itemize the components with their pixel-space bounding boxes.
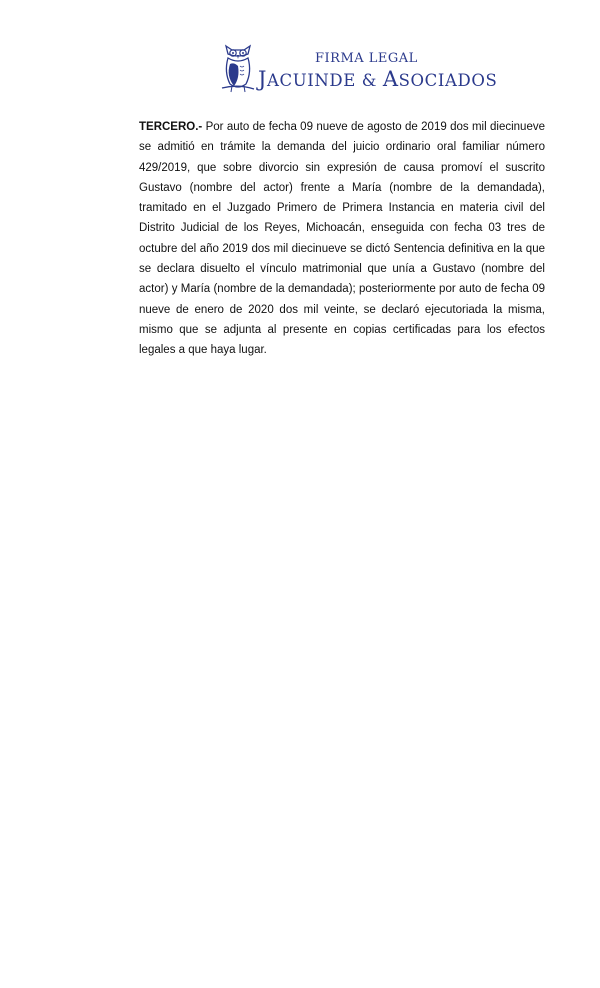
firm-name-part: ACUINDE & — [267, 71, 383, 90]
firm-name-part-2: SOCIADOS — [398, 71, 498, 90]
firm-name-initial-2: A — [382, 67, 399, 91]
firm-name — [258, 67, 497, 91]
body-paragraph — [139, 117, 545, 361]
firm-name-initial: J — [258, 67, 268, 91]
letterhead — [220, 40, 500, 100]
section-heading: TERCERO.- — [139, 121, 203, 133]
owl-icon — [220, 40, 256, 94]
paragraph-text: Por auto de fecha 09 nueve de agosto de 2019 dos mil diecinueve se admitió en trámite la demanda del juicio ordinario oral familiar número 429/2019, que sobre divorcio sin expresión de causa promoví el suscrito Gustavo (nombre del actor) frente a María (nombre de la demandada), tramitado en el Juzgado Primero de Primera Instancia en materia civil del Distrito Judicial de los Reyes, Michoacán, enseguida con fecha 03 tres de octubre del año 2019 dos mil diecinueve se dictó Sentencia definitiva en la que se declara disuelto el vínculo matrimonial que unía a Gustavo (nombre del actor) y María (nombre de la demandada); posteriormente por auto de fecha 09 nueve de enero de 2020 dos mil veinte, se declaró ejecutoriada la misma, mismo que se adjunta al presente en copias certificadas para los efectos legales a que haya lugar. — [139, 121, 545, 357]
firm-tagline: FIRMA LEGAL — [315, 51, 418, 66]
